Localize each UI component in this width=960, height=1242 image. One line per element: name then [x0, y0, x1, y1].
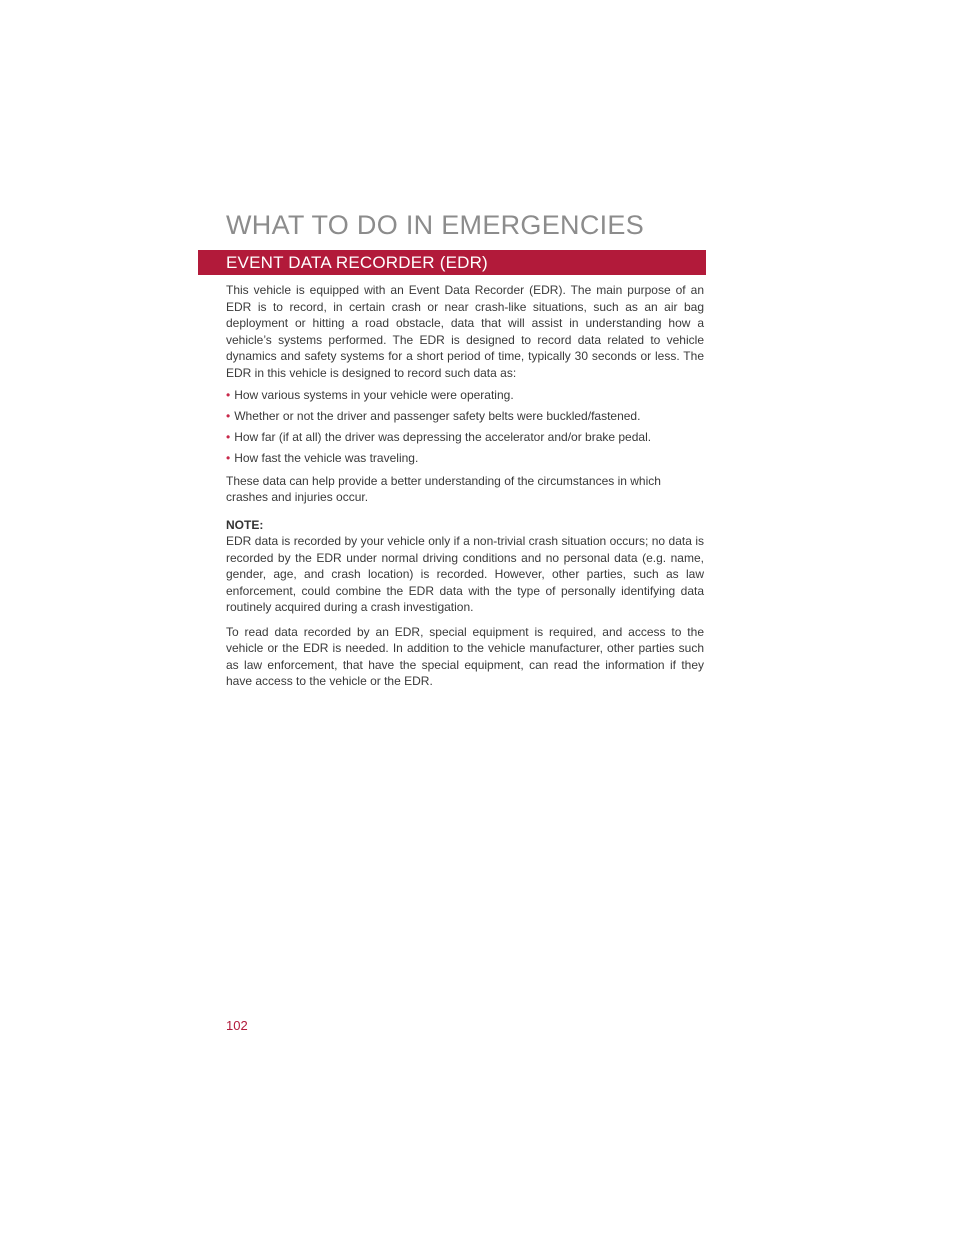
section-header-bar: [198, 250, 706, 275]
read-data-paragraph: To read data recorded by an EDR, special equipment is required, and access to the vehicle or the EDR is needed. In addition to the vehicle manufacturer, other parties such as law enforcement, that have the special equipment, can read the information if they have access to the vehicle or the EDR.: [226, 624, 704, 688]
list-item: [226, 387, 704, 404]
bullet-icon: •: [226, 430, 231, 444]
understanding-paragraph: These data can help provide a better understanding of the circumstances in which crashes and injuries occur.: [226, 473, 661, 504]
list-item: [226, 450, 704, 467]
intro-paragraph: This vehicle is equipped with an Event Data Recorder (EDR). The main purpose of an EDR is to record, in certain crash or near crash-like situations, such as an air bag deployment or hitting a road obstacle, data that will assist in understanding how a vehicle’s systems performed. The EDR is designed to record data related to vehicle dynamics and safety systems for a short period of time, typically 30 seconds or less. The EDR in this vehicle is designed to record such data as:: [226, 283, 704, 380]
chapter-title: WHAT TO DO IN EMERGENCIES: [226, 210, 645, 240]
list-item: [226, 408, 704, 425]
bullet-icon: •: [226, 388, 231, 402]
bullet-icon: •: [226, 451, 231, 465]
recorded-data-list: [226, 387, 704, 467]
note-label: NOTE:: [226, 517, 264, 532]
list-item-text: How various systems in your vehicle were operating.: [234, 388, 514, 402]
bullet-icon: •: [226, 409, 231, 423]
list-item-text: How fast the vehicle was traveling.: [234, 451, 419, 465]
section-content: [226, 282, 704, 690]
page-number: 102: [226, 1018, 248, 1033]
section-title: EVENT DATA RECORDER (EDR): [226, 253, 488, 272]
list-item-text: How far (if at all) the driver was depressing the accelerator and/or brake pedal.: [234, 430, 652, 444]
note-paragraph: EDR data is recorded by your vehicle only if a non-trivial crash situation occurs; no data is recorded by the EDR under normal driving conditions and no personal data (e.g. name, gender, age, and crash location) is recorded. However, other parties, such as law enforcement, could combine the EDR data with the type of personally identifying data routinely acquired during a crash investigation.: [226, 534, 704, 614]
list-item: [226, 429, 704, 446]
list-item-text: Whether or not the driver and passenger safety belts were buckled/fastened.: [234, 409, 641, 423]
